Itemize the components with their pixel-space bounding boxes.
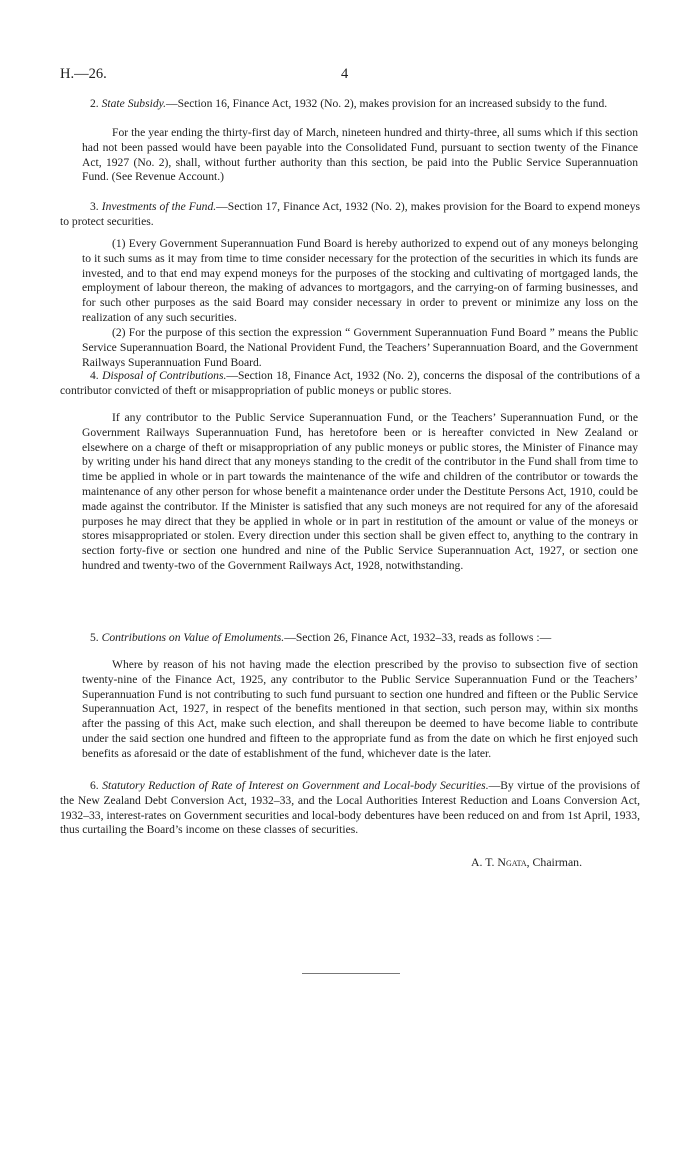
section-6-intro [60,779,640,838]
section-intro-text: —Section 16, Finance Act, 1932 (No. 2), makes provision for an increased subsidy to the fund. [166,97,608,110]
section-title: State Subsidy. [101,97,167,110]
section-title: Investments of the Fund. [101,200,217,213]
section-3-quote-2: (2) For the purpose of this section the expression “ Government Superannuation Fund Board ” means the Public Service Superannuation Board, the National Provident Fund, the Teachers’ Superannuation Board, and the Government Railways Superannuation Fund Board. [82,326,638,369]
signature [471,855,582,870]
signatory-name: A. T. Ngata [471,855,527,869]
section-number: 6. [90,779,99,792]
signatory-role: , Chairman. [526,855,583,869]
page-number: 4 [341,66,349,82]
section-title: Disposal of Contributions. [102,369,227,382]
section-4-intro [60,369,640,399]
section-number: 5. [90,631,99,644]
section-number: 4. [90,369,99,382]
section-intro-text: —Section 17, Finance Act, 1932 (No. 2), makes provision for the Board to expend moneys to protect securities. [60,200,640,228]
section-title: Statutory Reduction of Rate of Interest on Government and Local-body Securities. [102,779,489,792]
section-3-intro [60,200,640,230]
section-5-quote-1: Where by reason of his not having made the election prescribed by the proviso to subsection five of section twenty-nine of the Finance Act, 1925, any contributor to the Public Service Superannuation Fund or the Teachers’ Superannuation Fund is not contributing to such fund pursuant to section one hundred and fifteen or the Public Service Superannuation Act, 1927, in respect of the benefits mentioned in that section, such person may, within six months after the passing of this Act, make such election, and shall thereupon be deemed to have become liable to contribute under the said section one hundred and fifteen to the appropriate fund as from the date on which he first enjoyed such benefits as aforesaid or the date of establishment of the fund, whichever date is the later. [82,658,638,760]
footer-divider [302,973,400,974]
section-2-intro [60,97,640,112]
section-5-intro [60,631,640,646]
section-intro-text: —Section 26, Finance Act, 1932–33, reads as follows :— [284,631,552,644]
section-intro-text: —By virtue of the provisions of the New Zealand Debt Conversion Act, 1932–33, and the Local Authorities Interest Reduction and Loans Conversion Act, 1932–33, interest-rates on Government securities and local-body debentures have been reduced on and from 1st April, 1933, thus curtailing the Board’s income on these classes of securities. [60,779,640,837]
section-3-quote-1: (1) Every Government Superannuation Fund Board is hereby authorized to expend out of any moneys belonging to it such sums as it may from time to time consider necessary for the protection of the securities in which its funds are invested, and to that end may expend moneys for the purposes of the stocking and cultivating of mortgaged lands, the employment of labour thereon, the making of advances to mortgagors, and the carrying-on of farming businesses, and for such other purposes as the said Board may consider necessary in order to prevent or minimize any loss on the realization of any such securities. [82,237,638,324]
section-2-quote-1: For the year ending the thirty-first day of March, nineteen hundred and thirty-three, all sums which if this section had not been passed would have been payable into the Consolidated Fund, pursuant to section twenty of the Finance Act, 1927 (No. 2), shall, without further authority than this section, be paid into the Public Service Superannuation Fund. (See Revenue Account.) [82,126,638,184]
section-number: 2. [90,97,99,110]
section-number: 3. [90,200,99,213]
section-4-quote-1: If any contributor to the Public Service Superannuation Fund, or the Teachers’ Superannuation Fund, or the Government Railways Superannuation Fund, has heretofore been or is hereafter convicted in New Zealand or elsewhere on a charge of theft or misappropriation of any public moneys or public stores, the Minister of Finance may by writing under his hand direct that any moneys standing to the credit of the contributor in the Fund shall from time to time be applied in whole or in part towards the maintenance of the wife and children of the contributor or towards the maintenance of any other person for whose benefit a maintenance order under the Destitute Persons Act, 1910, could be made against the contributor. If the Minister is satisfied that any such moneys are not required for any of the aforesaid purposes he may direct that they be applied in whole or in part in restitution of the amount or value of the moneys or stores misappropriated or stolen. Every direction under this section shall be given effect to, anything to the contrary in section forty-five or section one hundred and nine of the Public Service Superannuation Act, 1927, or section one hundred and twenty-two of the Government Railways Act, 1928, notwithstanding. [82,411,638,572]
section-title: Contributions on Value of Emoluments. [101,631,285,644]
section-intro-text: —Section 18, Finance Act, 1932 (No. 2), concerns the disposal of the contributions of a contributor convicted of theft or misappropriation of public moneys or public stores. [60,369,640,397]
report-reference: H.—26. [60,66,107,82]
